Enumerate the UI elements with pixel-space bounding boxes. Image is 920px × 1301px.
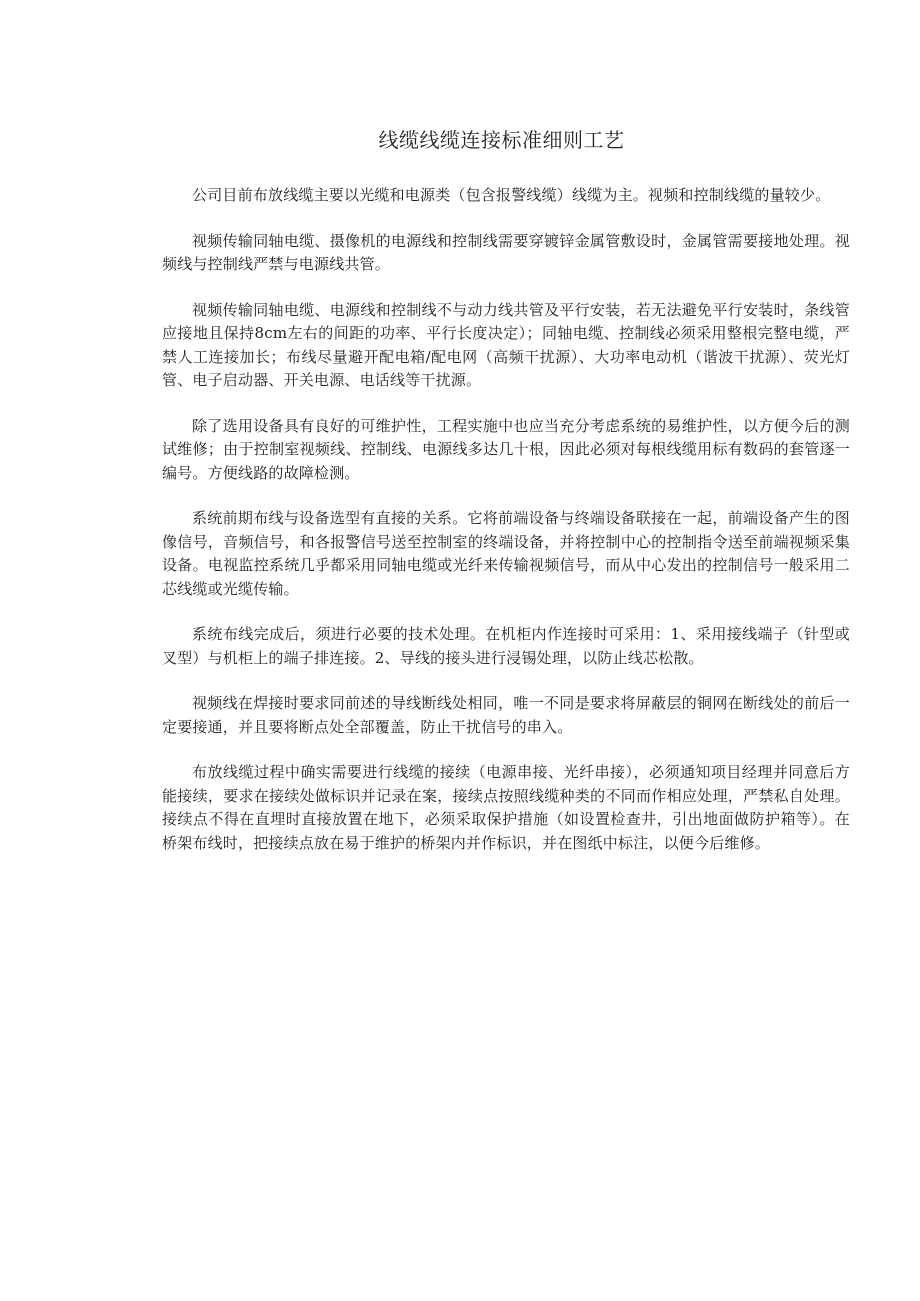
paragraph-6: 系统布线完成后，须进行必要的技术处理。在机柜内作连接时可采用：1、采用接线端子（针型或叉型）与机柜上的端子排连接。2、导线的接头进行浸锡处理，以防止线芯松散。 (162, 625, 850, 667)
document-title: 线缆线缆连接标准细则工艺 (378, 128, 625, 152)
paragraph-4: 除了选用设备具有良好的可维护性，工程实施中也应当充分考虑系统的易维护性，以方便今后的测试维修；由于控制室视频线、控制线、电源线多达几十根，因此必须对每根线缆用标有数码的套管逐一编号。方便线路的故障检测。 (162, 416, 850, 482)
paragraph-7: 视频线在焊接时要求同前述的导线断线处相同，唯一不同是要求将屏蔽层的铜网在断线处的前后一定要接通，并且要将断点处全部覆盖，防止干扰信号的串入。 (162, 694, 850, 736)
paragraph-2: 视频传输同轴电缆、摄像机的电源线和控制线需要穿镀锌金属管敷设时，金属管需要接地处理。视频线与控制线严禁与电源线共管。 (162, 231, 850, 273)
document-body (162, 184, 850, 877)
paragraph-8: 布放线缆过程中确实需要进行线缆的接续（电源串接、光纤串接），必须通知项目经理并同意后方能接续，要求在接续处做标识并记录在案，接续点按照线缆种类的不同而作相应处理，严禁私自处理。接续点不得在直埋时直接放置在地下，必须采取保护措施（如设置检查井，引出地面做防护箱等）。在桥架布线时，把接续点放在易于维护的桥架内并作标识，并在图纸中标注，以便今后维修。 (162, 763, 850, 852)
paragraph-5: 系统前期布线与设备选型有直接的关系。它将前端设备与终端设备联接在一起，前端设备产生的图像信号，音频信号，和各报警信号送至控制室的终端设备，并将控制中心的控制指令送至前端视频采集设备。电视监控系统几乎都采用同轴电缆或光纤来传输视频信号，而从中心发出的控制信号一般采用二芯线缆或光缆传输。 (162, 509, 850, 598)
paragraph-3: 视频传输同轴电缆、电源线和控制线不与动力线共管及平行安装，若无法避免平行安装时，条线管应接地且保持8cm左右的间距的功率、平行长度决定）；同轴电缆、控制线必须采用整根完整电缆，严禁人工连接加长；布线尽量避开配电箱/配电网（高频干扰源）、大功率电动机（谐波干扰源）、荧光灯管、电子启动器、开关电源、电话线等干扰源。 (162, 300, 850, 389)
paragraph-1: 公司目前布放线缆主要以光缆和电源类（包含报警线缆）线缆为主。视频和控制线缆的量较少。 (192, 186, 831, 204)
